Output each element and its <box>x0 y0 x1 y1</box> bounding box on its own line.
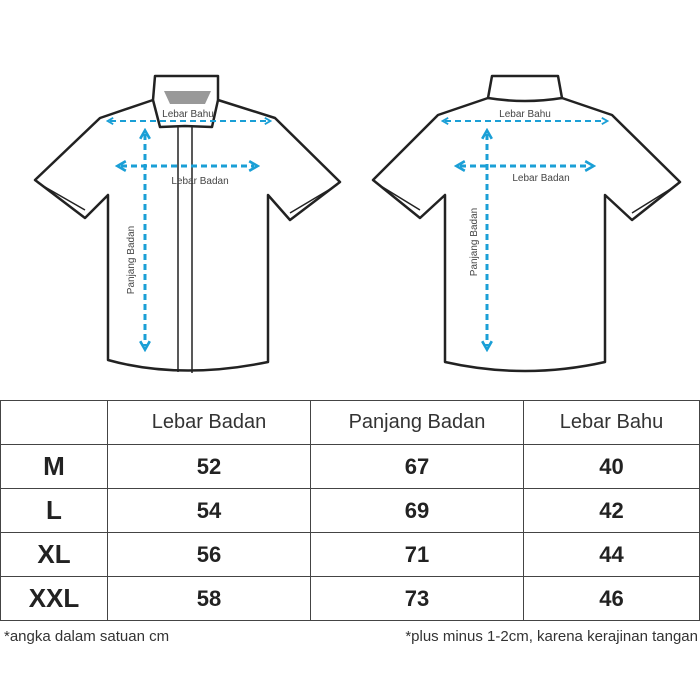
panjang-badan-cell: 69 <box>311 489 524 533</box>
lebar-bahu-cell: 46 <box>524 577 700 621</box>
back-chest-label: Lebar Badan <box>512 173 570 184</box>
lebar-bahu-cell: 40 <box>524 445 700 489</box>
back-length-label: Panjang Badan <box>469 207 480 277</box>
lebar-badan-cell: 52 <box>108 445 311 489</box>
size-cell: L <box>1 489 108 533</box>
front-chest-label: Lebar Badan <box>171 176 229 187</box>
size-cell: XXL <box>1 577 108 621</box>
lebar-badan-cell: 56 <box>108 533 311 577</box>
size-cell: XL <box>1 533 108 577</box>
back-shoulder-label: Lebar Bahu <box>499 109 551 120</box>
table-row <box>1 489 700 533</box>
lebar-bahu-cell: 44 <box>524 533 700 577</box>
panjang-badan-cell: 73 <box>311 577 524 621</box>
tolerance-note: *plus minus 1-2cm, karena kerajinan tangan <box>405 628 698 645</box>
header-panjang-badan: Panjang Badan <box>311 401 524 445</box>
header-lebar-badan: Lebar Badan <box>108 401 311 445</box>
table-row <box>1 577 700 621</box>
size-chart-table <box>0 400 700 621</box>
front-shirt-illustration <box>35 76 340 373</box>
panjang-badan-cell: 67 <box>311 445 524 489</box>
unit-note: *angka dalam satuan cm <box>4 628 170 645</box>
header-lebar-bahu: Lebar Bahu <box>524 401 700 445</box>
front-length-label: Panjang Badan <box>126 225 137 295</box>
front-shoulder-label: Lebar Bahu <box>162 109 214 120</box>
table-row <box>1 533 700 577</box>
size-cell: M <box>1 445 108 489</box>
header-size <box>1 401 108 445</box>
table-row <box>1 445 700 489</box>
lebar-badan-cell: 54 <box>108 489 311 533</box>
lebar-badan-cell: 58 <box>108 577 311 621</box>
lebar-bahu-cell: 42 <box>524 489 700 533</box>
panjang-badan-cell: 71 <box>311 533 524 577</box>
table-header-row <box>1 401 700 445</box>
